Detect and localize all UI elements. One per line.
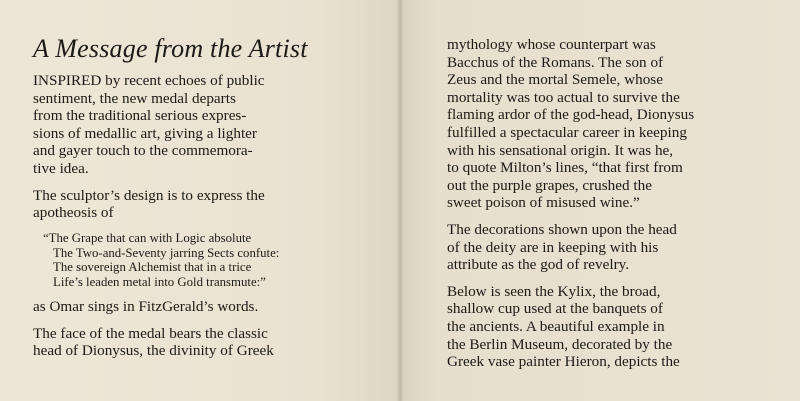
dionysus-paragraph — [447, 36, 780, 212]
quote-line-1: “The Grape that can with Logic absolute — [43, 230, 252, 245]
intro-line-4: sions of medallic art, giving a lighter — [33, 124, 257, 142]
omar-quote — [43, 231, 382, 290]
decorations-line-1: The decorations shown upon the head — [447, 220, 677, 238]
medal-face-line-2: head of Dionysus, the divinity of Greek — [33, 342, 274, 360]
book-gutter — [396, 0, 404, 401]
kylix-line-4: the Berlin Museum, decorated by the — [447, 335, 673, 353]
dionysus-line-4: mortality was too actual to survive the — [447, 88, 680, 106]
quote-line-3: The sovereign Alchemist that in a trice — [53, 260, 252, 275]
fitzgerald-paragraph: as Omar sings in FitzGerald’s words. — [33, 297, 259, 315]
dionysus-line-3: Zeus and the mortal Semele, whose — [447, 71, 663, 89]
kylix-paragraph — [447, 283, 780, 371]
dionysus-line-9: out the purple grapes, crushed the — [447, 176, 652, 194]
dionysus-line-6: fulfilled a spectacular career in keeping — [447, 123, 687, 141]
dionysus-line-2: Bacchus of the Romans. The son of — [447, 53, 664, 71]
dionysus-line-8: to quote Milton’s lines, “that first from — [447, 159, 683, 177]
kylix-line-2: shallow cup used at the banquets of — [447, 300, 663, 318]
design-line-1: The sculptor’s design is to express the — [33, 186, 265, 204]
intro-line-2: sentiment, the new medal departs — [33, 89, 236, 107]
design-line-2: apotheosis of — [33, 204, 114, 222]
dionysus-line-1: mythology whose counterpart was — [447, 36, 656, 53]
design-paragraph — [33, 187, 382, 222]
quote-line-4: Life’s leaden metal into Gold transmute:” — [53, 275, 266, 290]
decorations-line-3: attribute as the god of revelry. — [447, 256, 630, 274]
dionysus-line-10: sweet poison of misused wine.” — [447, 194, 640, 212]
page-title: A Message from the Artist — [33, 34, 308, 63]
decorations-line-2: of the deity are in keeping with his — [447, 238, 659, 256]
right-page — [400, 0, 800, 401]
kylix-line-5: Greek vase painter Hieron, depicts the — [447, 353, 680, 371]
intro-paragraph — [33, 72, 382, 178]
intro-line-1: INSPIRED by recent echoes of public — [33, 72, 265, 89]
kylix-line-1: Below is seen the Kylix, the broad, — [447, 282, 661, 300]
kylix-line-3: the ancients. A beautiful example in — [447, 317, 665, 335]
dionysus-line-7: with his sensational origin. It was he, — [447, 141, 674, 159]
intro-line-5: and gayer touch to the commemora- — [33, 142, 253, 160]
intro-line-3: from the traditional serious expres- — [33, 107, 247, 125]
quote-line-2: The Two-and-Seventy jarring Sects confute: — [53, 245, 280, 260]
medal-face-line-1: The face of the medal bears the classic — [33, 324, 268, 342]
intro-line-6: tive idea. — [33, 159, 89, 177]
dionysus-line-5: flaming ardor of the god-head, Dionysus — [447, 106, 695, 124]
decorations-paragraph — [447, 221, 780, 274]
medal-face-paragraph — [33, 325, 382, 360]
